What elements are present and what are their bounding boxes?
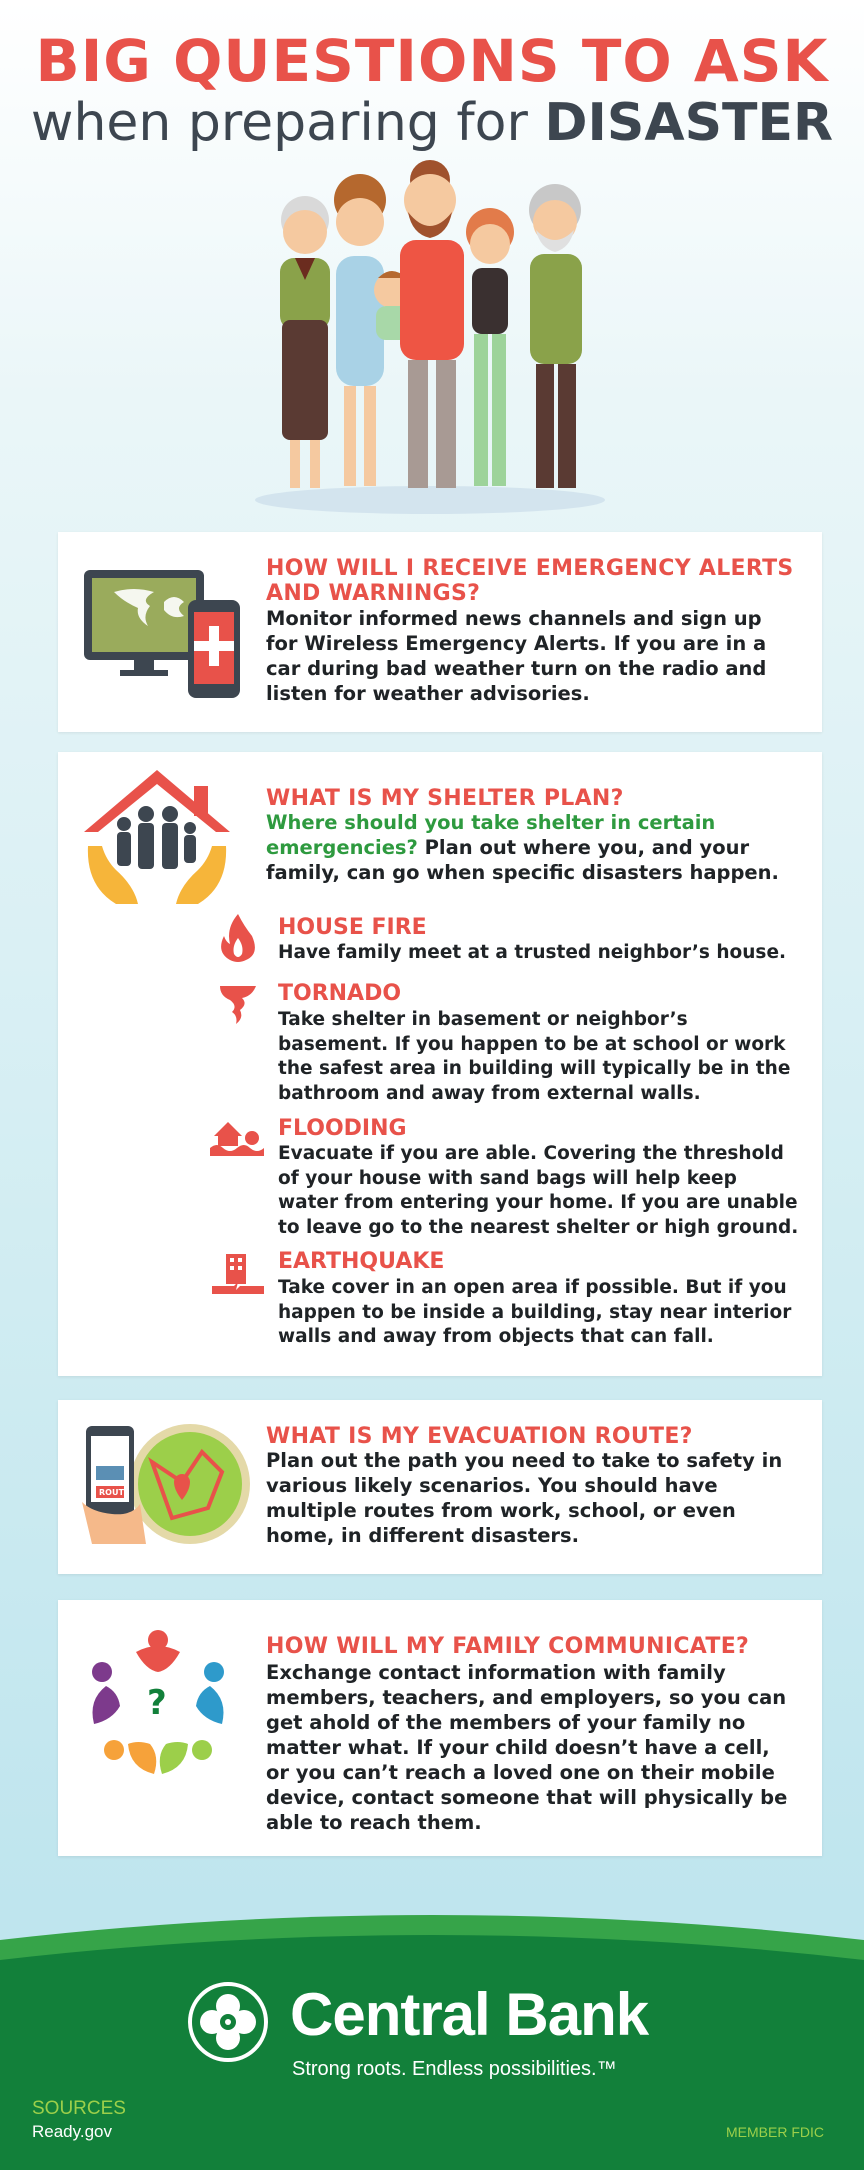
- people-circle-question-icon: [78, 1622, 238, 1782]
- flood-icon: [210, 1116, 264, 1158]
- communicate-card: [58, 1600, 822, 1856]
- tornado-title: TORNADO: [278, 981, 402, 1006]
- alerts-card: [58, 532, 822, 732]
- alerts-body: Monitor informed news channels and sign up for Wireless Emergency Alerts. If you are in a car during bad weather turn on the radio and listen for weather advisories.: [266, 607, 767, 705]
- tornado-icon: [218, 982, 258, 1030]
- earthquake-text: Take cover in an open area if possible. But if you happen to be inside a building, stay near interior walls and away from objects that can fall.: [278, 1277, 792, 1347]
- title-line-2-prefix: when preparing for: [30, 93, 545, 153]
- shelter-heading: WHAT IS MY SHELTER PLAN?: [266, 786, 624, 811]
- house-fire-text: Have family meet at a trusted neighbor’s house.: [278, 942, 787, 963]
- shelter-intro-question: Where should you take shelter in certain emergencies?: [266, 811, 716, 859]
- house-family-hands-icon: [82, 766, 232, 916]
- phone-route-label: ROUTE: [99, 1488, 130, 1497]
- svg-text:?: ?: [147, 1683, 167, 1723]
- evacuation-card: [58, 1400, 822, 1574]
- communicate-heading: HOW WILL MY FAMILY COMMUNICATE?: [266, 1634, 750, 1659]
- title-line-1: BIG QUESTIONS TO ASK: [35, 27, 829, 95]
- title-line-2: [0, 94, 864, 152]
- alerts-heading: HOW WILL I RECEIVE EMERGENCY ALERTS AND WARNINGS?: [266, 556, 794, 606]
- evacuation-heading: WHAT IS MY EVACUATION ROUTE?: [266, 1424, 693, 1449]
- tv-and-phone-alert-icon: [84, 562, 254, 702]
- sources-label: SOURCES: [32, 2098, 126, 2119]
- shelter-intro: [266, 810, 798, 885]
- phone-map-route-icon: [82, 1422, 252, 1552]
- house-fire-title: HOUSE FIRE: [278, 915, 427, 940]
- flooding-title: FLOODING: [278, 1116, 407, 1141]
- shelter-card: [58, 752, 822, 1376]
- family-illustration: [240, 160, 620, 520]
- member-fdic: MEMBER FDIC: [726, 2124, 824, 2140]
- brand-tagline: Strong roots. Endless possibilities.™: [292, 2058, 617, 2080]
- title-line-2-emphasis: DISASTER: [544, 93, 834, 153]
- page-title: [0, 28, 864, 152]
- sources-value: Ready.gov: [32, 2122, 113, 2141]
- flooding-text: Evacuate if you are able. Covering the threshold of your house with sand bags will help keep water from entering your home. If you are unable to leave go to the nearest shelter or high ground.: [278, 1143, 799, 1238]
- earthquake-title: EARTHQUAKE: [278, 1249, 445, 1274]
- earthquake-icon: [212, 1250, 264, 1298]
- shelter-intro-text: Plan out where you, and your family, can go when specific disasters happen.: [266, 836, 779, 884]
- central-bank-logo-icon: [186, 1980, 270, 2064]
- tornado-text: Take shelter in basement or neighbor’s basement. If you happen to be at school or work the safest area in building will typically be in the bathroom and away from external walls.: [278, 1009, 791, 1104]
- flame-icon: [220, 914, 256, 962]
- brand-name: Central Bank: [290, 1981, 649, 2048]
- evacuation-body: Plan out the path you need to take to safety in various likely scenarios. You should have multiple routes from work, school, or even home, in different disasters.: [266, 1449, 783, 1547]
- communicate-body: Exchange contact information with family members, teachers, and employers, so you can get ahold of the members of your family no matter what. If your child doesn’t have a cell, or you can’t reach a loved one on their mobile device, contact someone that will physically be able to reach them.: [266, 1661, 788, 1834]
